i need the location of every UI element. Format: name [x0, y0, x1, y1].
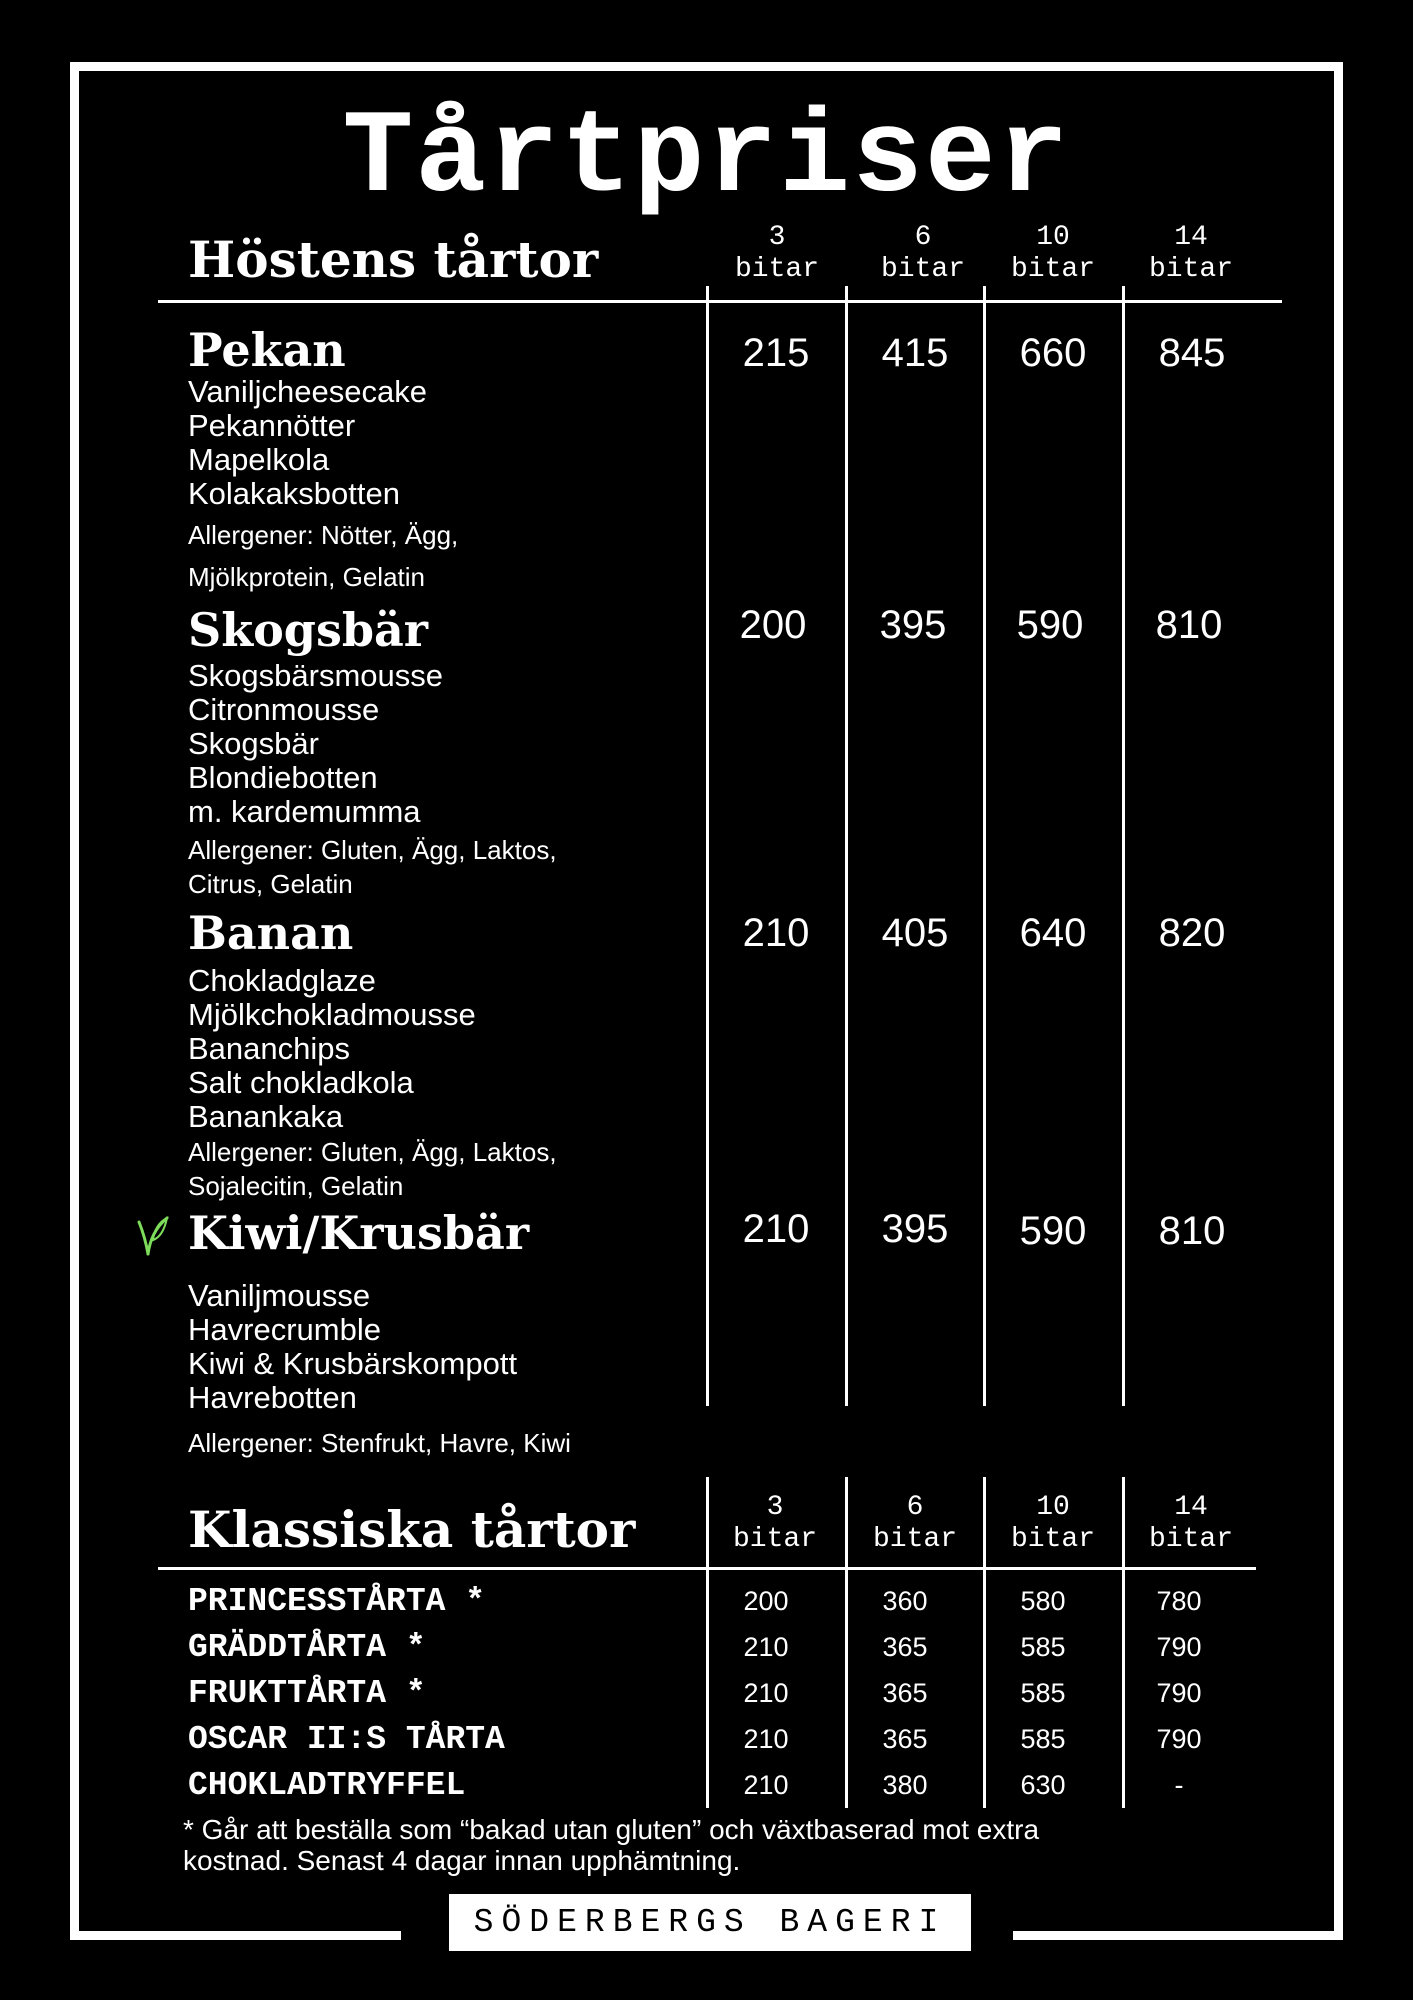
ingredient: Kolakaksbotten [188, 476, 400, 511]
price-3: 210 [742, 1207, 810, 1251]
classic-col-3 [705, 1492, 845, 1556]
col-unit: bitar [1010, 1524, 1095, 1555]
price-3: 200 [743, 1586, 789, 1616]
cake-name: Kiwi/Krusbär [188, 1206, 530, 1260]
price-10: 590 [1016, 603, 1084, 647]
ingredient: Skogsbärsmousse [188, 658, 444, 693]
col-unit: bitar [1148, 254, 1233, 285]
col-unit: bitar [1148, 1524, 1233, 1555]
classic-heading: Klassiska tårtor [188, 1500, 636, 1559]
ingredient: Mapelkola [188, 442, 330, 477]
classic-col-10 [983, 1492, 1123, 1556]
allergens: Citrus, Gelatin [188, 869, 353, 899]
frame-right [1334, 62, 1343, 1940]
allergens: Allergener: Nötter, Ägg, [188, 520, 459, 550]
autumn-heading: Höstens tårtor [188, 230, 599, 289]
price-3: 210 [742, 911, 810, 955]
brand-label: SÖDERBERGS BAGERI [449, 1894, 971, 1951]
price-3: 215 [742, 331, 810, 375]
ingredient: Blondiebotten [188, 760, 378, 795]
price-10: 585 [1020, 1678, 1066, 1708]
ingredient: Pekannötter [188, 408, 356, 443]
price-14: 780 [1156, 1586, 1202, 1616]
price-10: 580 [1020, 1586, 1066, 1616]
price-14: 790 [1156, 1632, 1202, 1662]
col-count: 3 [768, 222, 786, 253]
price-14: 845 [1158, 331, 1226, 375]
price-10: 660 [1019, 331, 1087, 375]
ingredient: Citronmousse [188, 692, 380, 727]
price-10: 585 [1020, 1632, 1066, 1662]
col-count: 10 [1036, 222, 1070, 253]
allergens: Allergener: Stenfrukt, Havre, Kiwi [188, 1428, 571, 1458]
frame-top [70, 62, 1343, 71]
price-10: 630 [1020, 1770, 1066, 1800]
classic-cake-name: GRÄDDTÅRTA * [188, 1629, 426, 1666]
ingredient: Salt chokladkola [188, 1065, 414, 1100]
allergens: Mjölkprotein, Gelatin [188, 562, 425, 592]
autumn-col-6 [853, 222, 993, 286]
price-6: 365 [882, 1724, 928, 1754]
classic-cake-name: PRINCESSTÅRTA * [188, 1583, 486, 1620]
ingredient: Mjölkchokladmousse [188, 997, 476, 1032]
classic-cake-name: CHOKLADTRYFFEL [188, 1767, 466, 1804]
ingredient: m. kardemumma [188, 794, 421, 829]
classic-cake-name: FRUKTTÅRTA * [188, 1675, 426, 1712]
price-6: 405 [881, 911, 949, 955]
col-unit: bitar [1010, 254, 1095, 285]
price-14: 820 [1158, 911, 1226, 955]
price-3: 210 [743, 1632, 789, 1662]
ingredient: Chokladglaze [188, 963, 376, 998]
cake-name: Skogsbär [188, 603, 429, 657]
col-unit: bitar [872, 1524, 957, 1555]
ingredient: Skogsbär [188, 726, 319, 761]
classic-cake-name: OSCAR II:S TÅRTA [188, 1721, 505, 1758]
price-10: 585 [1020, 1724, 1066, 1754]
col-count: 14 [1174, 222, 1208, 253]
price-6: 415 [881, 331, 949, 375]
price-3: 210 [743, 1678, 789, 1708]
autumn-col-3 [707, 222, 847, 286]
price-3: 210 [743, 1724, 789, 1754]
vegan-leaf-icon [133, 1214, 171, 1256]
price-14: 790 [1156, 1724, 1202, 1754]
price-6: 360 [882, 1586, 928, 1616]
footnote-line: kostnad. Senast 4 dagar innan upphämtning. [183, 1845, 741, 1876]
footnote-line: * Går att beställa som “bakad utan gluten” och växtbaserad mot extra [183, 1814, 1040, 1845]
col-count: 6 [906, 1492, 924, 1523]
cake-name: Banan [188, 906, 354, 960]
price-10: 640 [1019, 911, 1087, 955]
price-10: 590 [1019, 1209, 1087, 1253]
price-3: 210 [743, 1770, 789, 1800]
ingredient: Havrebotten [188, 1380, 357, 1415]
price-6: 395 [881, 1207, 949, 1251]
price-6: 395 [879, 603, 947, 647]
frame-bottom-left [70, 1931, 401, 1940]
classic-col-6 [845, 1492, 985, 1556]
ingredient: Havrecrumble [188, 1312, 381, 1347]
col-unit: bitar [732, 1524, 817, 1555]
price-6: 365 [882, 1678, 928, 1708]
ingredient: Banankaka [188, 1099, 344, 1134]
col-count: 3 [766, 1492, 784, 1523]
autumn-col-14 [1121, 222, 1261, 286]
price-14: 810 [1155, 603, 1223, 647]
cake-name: Pekan [188, 323, 346, 377]
price-14: - [1174, 1770, 1184, 1800]
col-unit: bitar [880, 254, 965, 285]
price-14: 790 [1156, 1678, 1202, 1708]
frame-bottom-right [1013, 1931, 1343, 1940]
allergens: Sojalecitin, Gelatin [188, 1171, 404, 1201]
ingredient: Kiwi & Krusbärskompott [188, 1346, 518, 1381]
price-3: 200 [739, 603, 807, 647]
autumn-header-rule [158, 300, 1282, 303]
price-14: 810 [1158, 1209, 1226, 1253]
page-title: Tårtpriser [342, 93, 1071, 226]
allergens: Allergener: Gluten, Ägg, Laktos, [188, 835, 557, 865]
price-6: 380 [882, 1770, 928, 1800]
footnote [183, 1814, 1183, 1876]
col-count: 10 [1036, 1492, 1070, 1523]
ingredient: Bananchips [188, 1031, 351, 1066]
classic-col-14 [1121, 1492, 1261, 1556]
allergens: Allergener: Gluten, Ägg, Laktos, [188, 1137, 557, 1167]
price-6: 365 [882, 1632, 928, 1662]
col-count: 14 [1174, 1492, 1208, 1523]
col-unit: bitar [734, 254, 819, 285]
frame-left [70, 62, 79, 1940]
col-count: 6 [914, 222, 932, 253]
ingredient: Vaniljmousse [188, 1278, 371, 1313]
autumn-col-10 [983, 222, 1123, 286]
ingredient: Vaniljcheesecake [188, 374, 427, 409]
